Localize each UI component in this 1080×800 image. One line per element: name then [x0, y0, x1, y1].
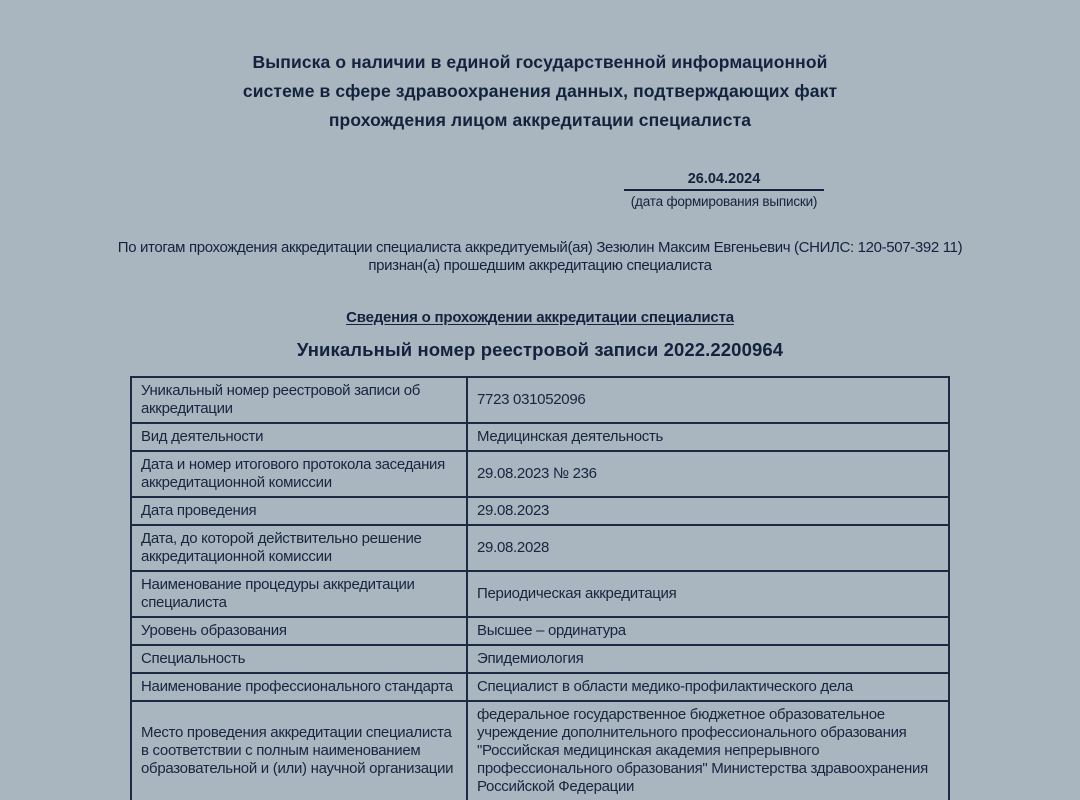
document-title-line: прохождения лицом аккредитации специалиста	[328, 110, 752, 130]
row-value: Высшее – ординатура	[467, 617, 949, 645]
document-title-line: Выписка о наличии в единой государственной информационной	[252, 52, 828, 72]
table-row	[131, 617, 949, 645]
row-value: 29.08.2028	[467, 525, 949, 571]
row-label: Специальность	[131, 645, 467, 673]
row-value: 29.08.2023 № 236	[467, 451, 949, 497]
section-heading: Сведения о прохождении аккредитации специалиста	[346, 309, 734, 326]
row-label: Дата проведения	[131, 497, 467, 525]
table-row	[131, 497, 949, 525]
row-label: Уникальный номер реестровой записи об аккредитации	[131, 377, 467, 423]
row-value: Специалист в области медико-профилактического дела	[467, 673, 949, 701]
row-value: федеральное государственное бюджетное образовательное учреждение дополнительного профессионального образования "Российская медицинская академия непрерывного профессионального образования" Министерства здравоохранения Российской Федерации	[467, 701, 949, 800]
document-title-line: системе в сфере здравоохранения данных, подтверждающих факт	[242, 81, 838, 101]
row-label: Дата, до которой действительно решение аккредитационной комиссии	[131, 525, 467, 571]
row-value: Медицинская деятельность	[467, 423, 949, 451]
table-row	[131, 423, 949, 451]
accreditation-result-paragraph	[0, 239, 1080, 275]
row-label: Вид деятельности	[131, 423, 467, 451]
formation-date-caption: (дата формирования выписки)	[630, 194, 818, 209]
accreditation-details-table	[130, 376, 950, 800]
row-value: 7723 031052096	[467, 377, 949, 423]
row-value: Периодическая аккредитация	[467, 571, 949, 617]
document-title	[0, 48, 1080, 135]
row-label: Наименование процедуры аккредитации специалиста	[131, 571, 467, 617]
registry-number-heading: Уникальный номер реестровой записи 2022.2200964	[296, 339, 784, 360]
table-row	[131, 571, 949, 617]
table-row	[131, 525, 949, 571]
row-label: Уровень образования	[131, 617, 467, 645]
row-value: Эпидемиология	[467, 645, 949, 673]
table-row	[131, 645, 949, 673]
table-row	[131, 451, 949, 497]
row-value: 29.08.2023	[467, 497, 949, 525]
formation-date-block	[624, 171, 824, 209]
formation-date-value: 26.04.2024	[624, 171, 824, 191]
table-row	[131, 673, 949, 701]
accreditation-result-line: признан(а) прошедшим аккредитацию специалиста	[368, 257, 712, 274]
row-label: Наименование профессионального стандарта	[131, 673, 467, 701]
row-label: Дата и номер итогового протокола заседания аккредитационной комиссии	[131, 451, 467, 497]
table-row	[131, 701, 949, 800]
table-row	[131, 377, 949, 423]
row-label: Место проведения аккредитации специалиста в соответствии с полным наименованием образовательной и (или) научной организации	[131, 701, 467, 800]
accreditation-result-line: По итогам прохождения аккредитации специалиста аккредитуемый(ая) Зезюлин Максим Евгеньевич (СНИЛС: 120-507-392 11)	[117, 239, 963, 256]
